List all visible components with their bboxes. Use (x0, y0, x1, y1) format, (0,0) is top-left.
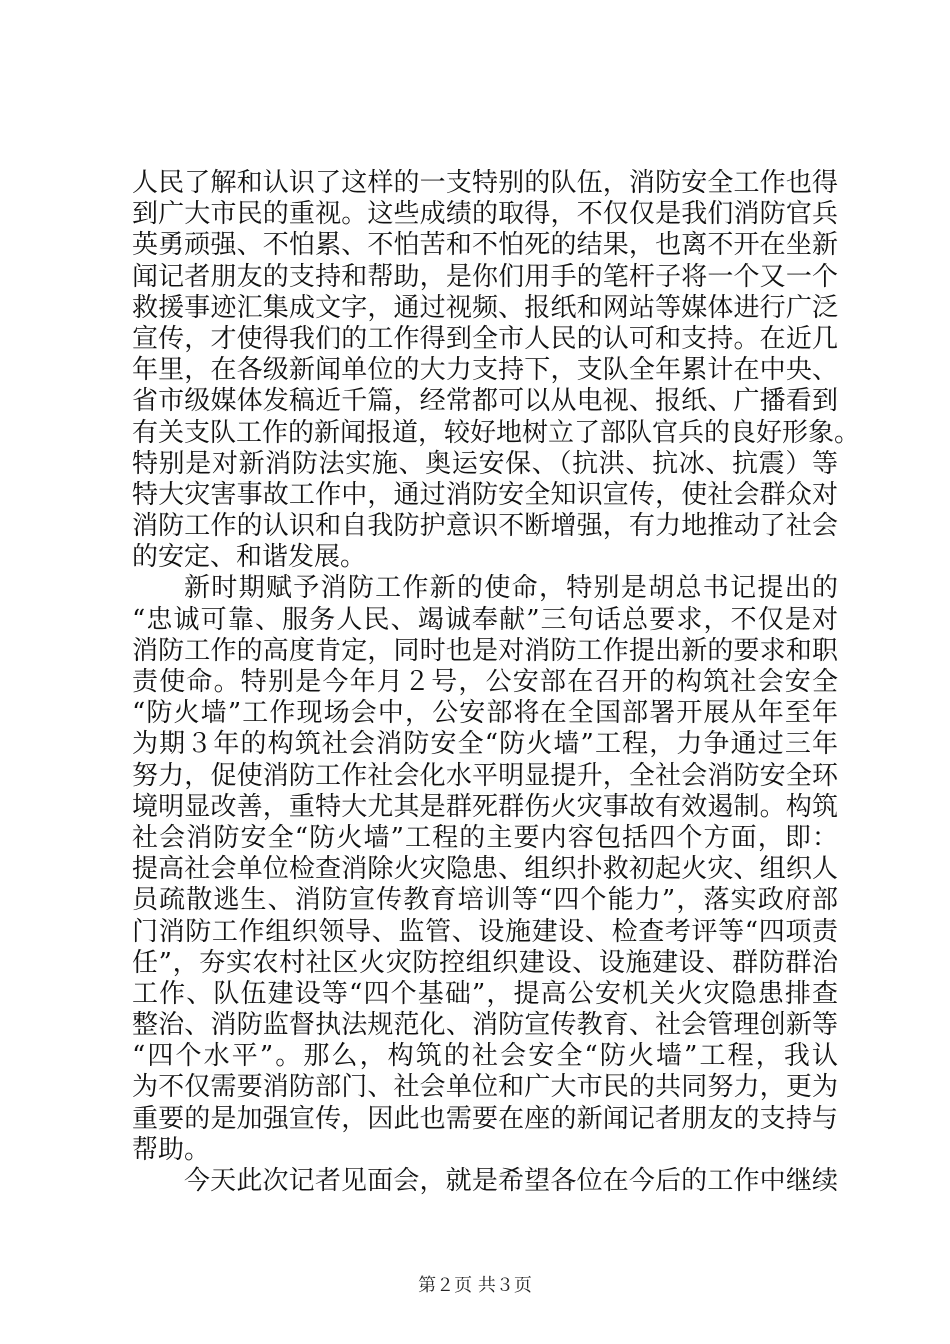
text-line: “防火墙”工作现场会中，公安部将在全国部署开展从年至年 (132, 698, 838, 729)
text-line: 新时期赋予消防工作新的使命，特别是胡总书记提出的 (184, 573, 838, 604)
text-line: 的安定、和谐发展。 (132, 542, 367, 573)
page-number-footer: 第２页 共３页 (418, 1275, 532, 1296)
text-line: 任”，夯实农村社区火灾防控组织建设、设施建设、群防群治 (132, 947, 838, 978)
text-line: “忠诚可靠、服务人民、竭诚奉献”三句话总要求，不仅是对 (132, 604, 838, 635)
text-line: 帮助。 (132, 1134, 211, 1165)
text-line: “四个水平”。那么，构筑的社会安全“防火墙”工程，我认 (132, 1041, 838, 1072)
text-line: 闻记者朋友的支持和帮助，是你们用手的笔杆子将一个又一个 (132, 261, 838, 292)
text-line: 英勇顽强、不怕累、不怕苦和不怕死的结果，也离不开在坐新 (132, 230, 838, 261)
text-line: 工作、队伍建设等“四个基础”，提高公安机关火灾隐患排查 (132, 978, 838, 1009)
text-line: 省市级媒体发稿近千篇，经常都可以从电视、报纸、广播看到 (132, 386, 838, 417)
text-line: 努力，促使消防工作社会化水平明显提升，全社会消防安全环 (132, 760, 838, 791)
text-line: 整治、消防监督执法规范化、消防宣传教育、社会管理创新等 (132, 1010, 838, 1041)
document-body (132, 168, 861, 1197)
text-line: 员疏散逃生、消防宣传教育培训等“四个能力”，落实政府部 (132, 885, 838, 916)
text-line: 为期３年的构筑社会消防安全“防火墙”工程，力争通过三年 (132, 729, 838, 760)
text-line: 消防工作的高度肯定，同时也是对消防工作提出新的要求和职 (132, 635, 838, 666)
text-line: 人民了解和认识了这样的一支特别的队伍，消防安全工作也得 (132, 168, 838, 198)
text-line: 为不仅需要消防部门、社会单位和广大市民的共同努力，更为 (132, 1072, 838, 1103)
text-line: 宣传，才使得我们的工作得到全市人民的认可和支持。在近几 (132, 323, 838, 354)
text-line: 救援事迹汇集成文字，通过视频、报纸和网站等媒体进行广泛 (132, 292, 838, 323)
text-line: 境明显改善，重特大尤其是群死群伤火灾事故有效遏制。构筑 (132, 791, 838, 822)
text-line: 到广大市民的重视。这些成绩的取得，不仅仅是我们消防官兵 (132, 199, 838, 230)
text-line: 社会消防安全“防火墙”工程的主要内容包括四个方面，即： (132, 822, 838, 853)
text-line: 特大灾害事故工作中，通过消防安全知识宣传，使社会群众对 (132, 479, 838, 510)
text-line: 特别是对新消防法实施、奥运安保、（抗洪、抗冰、抗震）等 (132, 448, 838, 479)
text-line: 今天此次记者见面会，就是希望各位在今后的工作中继续 (184, 1166, 838, 1196)
text-line: 提高社会单位检查消除火灾隐患、组织扑救初起火灾、组织人 (132, 854, 838, 885)
text-line: 年里，在各级新闻单位的大力支持下，支队全年累计在中央、 (132, 355, 838, 386)
text-line: 重要的是加强宣传，因此也需要在座的新闻记者朋友的支持与 (132, 1103, 838, 1134)
text-line: 门消防工作组织领导、监管、设施建设、检查考评等“四项责 (132, 916, 838, 947)
text-line: 责使命。特别是今年月２号，公安部在召开的构筑社会安全 (132, 667, 838, 697)
text-line: 消防工作的认识和自我防护意识不断增强，有力地推动了社会 (132, 511, 838, 542)
text-line: 有关支队工作的新闻报道，较好地树立了部队官兵的良好形象。 (132, 417, 861, 448)
